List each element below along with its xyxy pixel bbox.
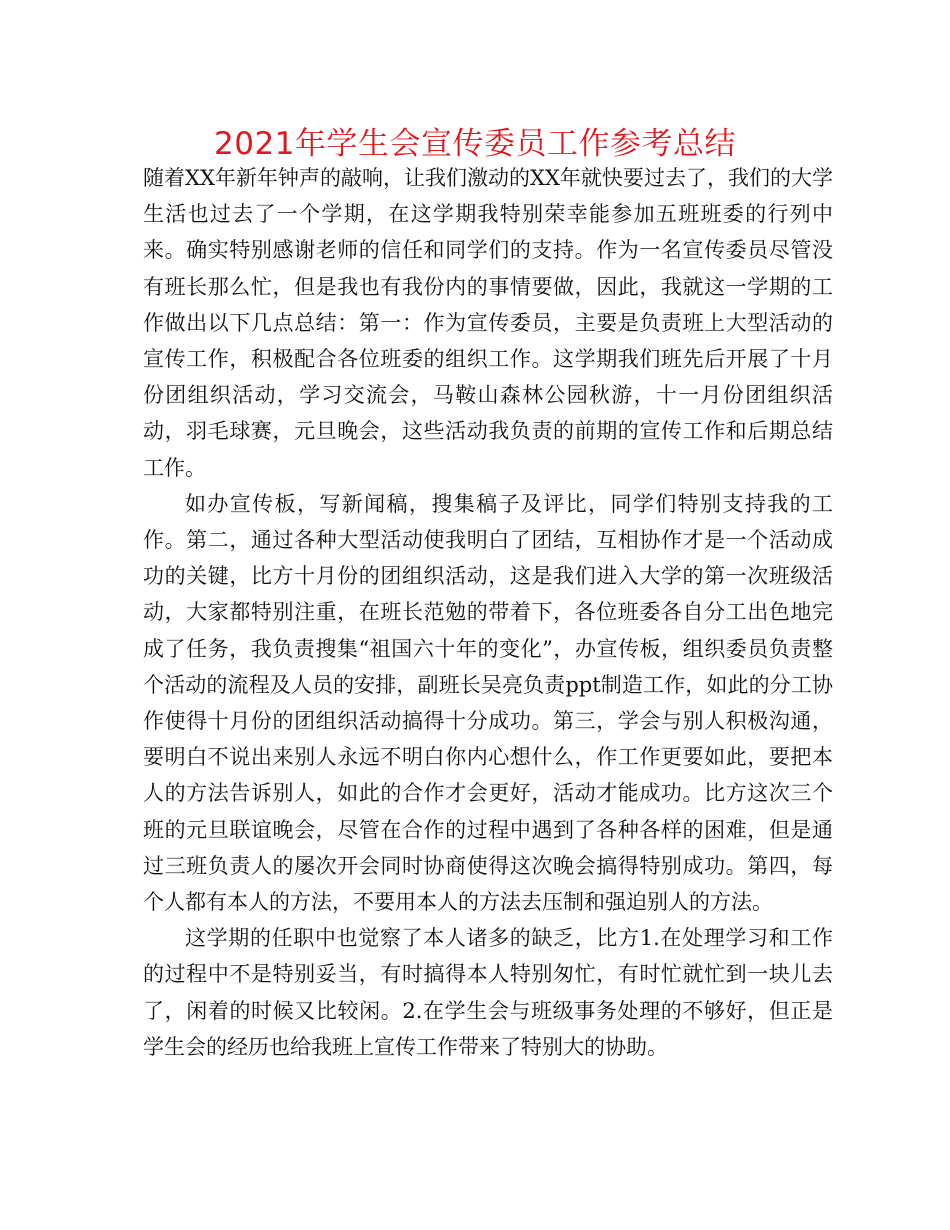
document-body xyxy=(143,160,833,1065)
document-title: 2021年学生会宣传委员工作参考总结 xyxy=(214,126,736,162)
paragraph-2: 如办宣传板，写新闻稿，搜集稿子及评比，同学们特别支持我的工作。第二，通过各种大型活动使我明白了团结，互相协作才是一个活动成功的关键，比方十月份的团组织活动，这是我们进入大学的第一次班级活动，大家都特别注重，在班长范勉的带着下，各位班委各自分工出色地完成了任务，我负责搜集“祖国六十年的变化”，办宣传板，组织委员负责整个活动的流程及人员的安排，副班长吴亮负责ppt制造工作，如此的分工协作使得十月份的团组织活动搞得十分成功。第三，学会与别人积极沟通，要明白不说出来别人永远不明白你内心想什么，作工作更要如此，要把本人的方法告诉别人，如此的合作才会更好，活动才能成功。比方这次三个班的元旦联谊晚会，尽管在合作的过程中遇到了各种各样的困难，但是通过三班负责人的屡次开会同时协商使得这次晚会搞得特别成功。第四，每个人都有本人的方法，不要用本人的方法去压制和强迫别人的方法。 xyxy=(143,491,833,915)
paragraph-1: 随着XX年新年钟声的敲响，让我们激动的XX年就快要过去了，我们的大学生活也过去了一个学期，在这学期我特别荣幸能参加五班班委的行列中来。确实特别感谢老师的信任和同学们的支持。作为一名宣传委员尽管没有班长那么忙，但是我也有我份内的事情要做，因此，我就这一学期的工作做出以下几点总结：第一：作为宣传委员，主要是负责班上大型活动的宣传工作，积极配合各位班委的组织工作。这学期我们班先后开展了十月份团组织活动，学习交流会，马鞍山森林公园秋游，十一月份团组织活动，羽毛球赛，元旦晚会，这些活动我负责的前期的宣传工作和后期总结工作。 xyxy=(143,166,833,480)
paragraph-3: 这学期的任职中也觉察了本人诸多的缺乏，比方1.在处理学习和工作的过程中不是特别妥当，有时搞得本人特别匆忙，有时忙就忙到一块儿去了，闲着的时候又比较闲。2.在学生会与班级事务处理的不够好，但正是学生会的经历也给我班上宣传工作带来了特别大的协助。 xyxy=(143,926,833,1059)
